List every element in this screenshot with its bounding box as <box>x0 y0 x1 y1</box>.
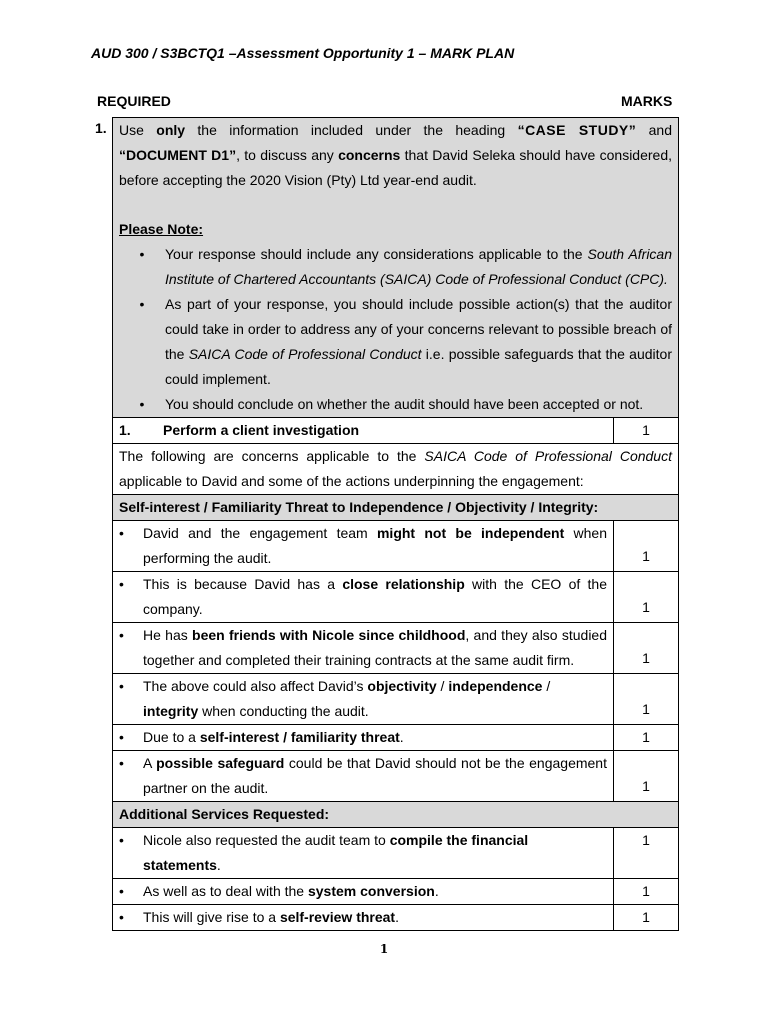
table-row <box>113 879 679 905</box>
section-heading: Self-interest / Familiarity Threat to Independence / Objectivity / Integrity: <box>113 495 679 521</box>
bullet-cell: • He has been friends with Nicole since childhood, and they also studied together and completed their training contracts at the same audit firm. <box>113 623 614 674</box>
table-row <box>113 905 679 931</box>
mark-cell: 1 <box>614 879 679 905</box>
bullet-icon: • <box>119 832 124 848</box>
bullet-icon: • <box>119 883 124 899</box>
section-heading: Additional Services Requested: <box>113 802 679 828</box>
table-row <box>113 828 679 879</box>
bullet-icon: • <box>119 909 124 925</box>
bullet-icon: • <box>119 678 124 694</box>
mark-cell: 1 <box>614 751 679 802</box>
table-row <box>113 725 679 751</box>
mark-plan-table <box>112 117 679 931</box>
question-number: 1. <box>95 120 107 136</box>
table-row <box>113 751 679 802</box>
table-row <box>113 444 679 495</box>
page-number: 1 <box>379 942 389 956</box>
table-row <box>113 521 679 572</box>
bullet-cell: • As well as to deal with the system conversion. <box>113 879 614 905</box>
bullet-icon: • <box>139 396 145 412</box>
question-cell <box>113 118 679 418</box>
note-item: • You should conclude on whether the audit should have been accepted or not. <box>119 392 672 417</box>
note-item: • As part of your response, you should include possible action(s) that the auditor could take in order to address any of your concerns relevant to possible breach of the SAICA Code of Professional Conduct i.e. possible safeguards that the auditor could implement. <box>119 292 672 392</box>
table-row <box>113 623 679 674</box>
mark-cell: 1 <box>614 418 679 444</box>
bullet-cell: • A possible safeguard could be that David should not be the engagement partner on the audit. <box>113 751 614 802</box>
bullet-cell: • This is because David has a close relationship with the CEO of the company. <box>113 572 614 623</box>
note-heading: Please Note: <box>119 221 204 237</box>
document-title: AUD 300 / S3BCTQ1 –Assessment Opportunity 1 – MARK PLAN <box>91 45 515 61</box>
question-text: Use only the information included under the heading “CASE STUDY” and “DOCUMENT D1”, to discuss any concerns that David Seleka should have considered, before accepting the 2020 Vision (Pty) Ltd year-end audit. <box>119 122 673 188</box>
bullet-cell: • The above could also affect David’s objectivity / independence / integrity when conducting the audit. <box>113 674 614 725</box>
bullet-icon: • <box>119 729 124 745</box>
mark-cell: 1 <box>614 572 679 623</box>
table-row <box>113 572 679 623</box>
bullet-icon: • <box>139 296 145 312</box>
bullet-icon: • <box>119 525 124 541</box>
required-label: REQUIRED <box>97 93 171 109</box>
mark-cell: 1 <box>614 674 679 725</box>
mark-cell: 1 <box>614 828 679 879</box>
table-row <box>113 674 679 725</box>
bullet-icon: • <box>119 576 124 592</box>
note-list <box>119 242 672 417</box>
bullet-cell: • Nicole also requested the audit team to compile the financial statements. <box>113 828 614 879</box>
mark-cell: 1 <box>614 905 679 931</box>
bullet-icon: • <box>139 246 145 262</box>
table-row <box>113 418 679 444</box>
marks-label: MARKS <box>621 93 673 109</box>
table-row <box>113 495 679 521</box>
intro-cell: The following are concerns applicable to the SAICA Code of Professional Conduct applicable to David and some of the actions underpinning the engagement: <box>113 444 679 495</box>
table-row <box>113 802 679 828</box>
step-cell: 1. Perform a client investigation <box>113 418 614 444</box>
mark-cell: 1 <box>614 521 679 572</box>
bullet-icon: • <box>119 755 124 771</box>
note-item: • Your response should include any considerations applicable to the South African Institute of Chartered Accountants (SAICA) Code of Professional Conduct (CPC). <box>119 242 672 292</box>
bullet-cell: • Due to a self-interest / familiarity threat. <box>113 725 614 751</box>
bullet-cell: • David and the engagement team might not be independent when performing the audit. <box>113 521 614 572</box>
bullet-icon: • <box>119 627 124 643</box>
mark-cell: 1 <box>614 623 679 674</box>
mark-cell: 1 <box>614 725 679 751</box>
bullet-cell: • This will give rise to a self-review threat. <box>113 905 614 931</box>
